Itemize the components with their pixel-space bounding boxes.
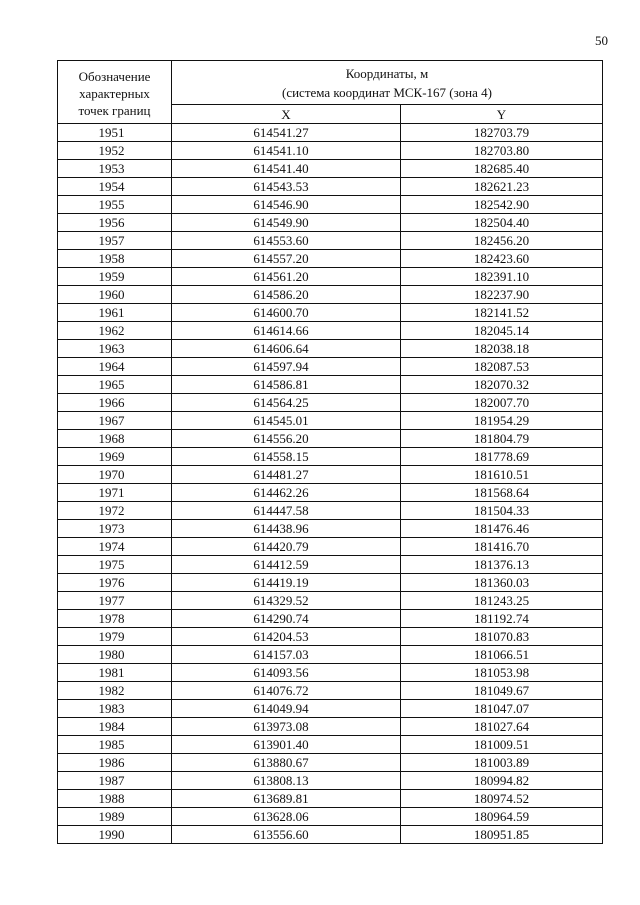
y-cell: 181568.64 — [401, 484, 603, 502]
x-cell: 614561.20 — [172, 268, 401, 286]
x-cell: 614412.59 — [172, 556, 401, 574]
table-row — [58, 826, 603, 844]
table-row — [58, 214, 603, 232]
x-cell: 614558.15 — [172, 448, 401, 466]
x-cell: 614541.10 — [172, 142, 401, 160]
y-cell: 182504.40 — [401, 214, 603, 232]
x-cell: 614204.53 — [172, 628, 401, 646]
x-cell: 614614.66 — [172, 322, 401, 340]
table-header — [58, 61, 603, 124]
y-cell: 182070.32 — [401, 376, 603, 394]
point-cell: 1972 — [58, 502, 172, 520]
table-row — [58, 448, 603, 466]
table-row — [58, 664, 603, 682]
point-cell: 1956 — [58, 214, 172, 232]
table-row — [58, 340, 603, 358]
point-cell: 1964 — [58, 358, 172, 376]
table-row — [58, 412, 603, 430]
y-cell: 180951.85 — [401, 826, 603, 844]
x-cell: 614586.20 — [172, 286, 401, 304]
x-cell: 613880.67 — [172, 754, 401, 772]
x-cell: 614329.52 — [172, 592, 401, 610]
x-cell: 614545.01 — [172, 412, 401, 430]
y-cell: 181476.46 — [401, 520, 603, 538]
y-cell: 181053.98 — [401, 664, 603, 682]
table-row — [58, 196, 603, 214]
y-cell: 181416.70 — [401, 538, 603, 556]
y-cell: 181009.51 — [401, 736, 603, 754]
y-cell: 180964.59 — [401, 808, 603, 826]
x-cell: 614553.60 — [172, 232, 401, 250]
y-cell: 182087.53 — [401, 358, 603, 376]
point-cell: 1970 — [58, 466, 172, 484]
y-cell: 180994.82 — [401, 772, 603, 790]
table-row — [58, 250, 603, 268]
y-cell: 181610.51 — [401, 466, 603, 484]
x-cell: 614157.03 — [172, 646, 401, 664]
x-cell: 614549.90 — [172, 214, 401, 232]
point-cell: 1980 — [58, 646, 172, 664]
y-cell: 182038.18 — [401, 340, 603, 358]
table-row — [58, 232, 603, 250]
page-number: 50 — [595, 33, 608, 48]
point-cell: 1987 — [58, 772, 172, 790]
point-cell: 1961 — [58, 304, 172, 322]
y-cell: 181243.25 — [401, 592, 603, 610]
point-cell: 1981 — [58, 664, 172, 682]
table-row — [58, 466, 603, 484]
table-row — [58, 322, 603, 340]
table-row — [58, 286, 603, 304]
x-cell: 613689.81 — [172, 790, 401, 808]
coordinates-table — [57, 60, 603, 844]
x-cell: 614600.70 — [172, 304, 401, 322]
y-cell: 181376.13 — [401, 556, 603, 574]
point-cell: 1975 — [58, 556, 172, 574]
y-cell: 182703.79 — [401, 124, 603, 142]
x-cell: 614564.25 — [172, 394, 401, 412]
table-row — [58, 304, 603, 322]
table-row — [58, 394, 603, 412]
y-cell: 182423.60 — [401, 250, 603, 268]
designation-line: характерных — [79, 85, 150, 101]
point-cell: 1973 — [58, 520, 172, 538]
y-cell: 180974.52 — [401, 790, 603, 808]
table-row — [58, 376, 603, 394]
table-row — [58, 430, 603, 448]
table-row — [58, 160, 603, 178]
designation-line: Обозначение — [78, 68, 151, 84]
x-cell: 614541.40 — [172, 160, 401, 178]
y-cell: 181047.07 — [401, 700, 603, 718]
designation-line: точек границ — [78, 102, 151, 118]
point-cell: 1957 — [58, 232, 172, 250]
point-cell: 1958 — [58, 250, 172, 268]
table-row — [58, 628, 603, 646]
table-row — [58, 808, 603, 826]
y-cell: 182007.70 — [401, 394, 603, 412]
table-row — [58, 484, 603, 502]
point-cell: 1983 — [58, 700, 172, 718]
table-row — [58, 502, 603, 520]
point-cell: 1959 — [58, 268, 172, 286]
coordinates-title: Координаты, м — [345, 65, 429, 81]
x-cell: 614076.72 — [172, 682, 401, 700]
table-row — [58, 268, 603, 286]
point-cell: 1978 — [58, 610, 172, 628]
point-cell: 1969 — [58, 448, 172, 466]
y-cell: 181504.33 — [401, 502, 603, 520]
y-cell: 181192.74 — [401, 610, 603, 628]
table-row — [58, 520, 603, 538]
table-row — [58, 592, 603, 610]
table-row — [58, 178, 603, 196]
y-cell: 182456.20 — [401, 232, 603, 250]
point-cell: 1990 — [58, 826, 172, 844]
y-cell: 182703.80 — [401, 142, 603, 160]
x-cell: 614546.90 — [172, 196, 401, 214]
designation-header — [58, 61, 172, 124]
table-row — [58, 682, 603, 700]
coordinates-header — [172, 61, 603, 105]
y-cell: 181003.89 — [401, 754, 603, 772]
x-cell: 614419.19 — [172, 574, 401, 592]
point-cell: 1974 — [58, 538, 172, 556]
table-row — [58, 124, 603, 142]
point-cell: 1960 — [58, 286, 172, 304]
point-cell: 1952 — [58, 142, 172, 160]
point-cell: 1968 — [58, 430, 172, 448]
point-cell: 1965 — [58, 376, 172, 394]
table-row — [58, 772, 603, 790]
y-cell: 182237.90 — [401, 286, 603, 304]
x-cell: 614606.64 — [172, 340, 401, 358]
table-body — [58, 124, 603, 844]
x-cell: 614541.27 — [172, 124, 401, 142]
x-cell: 614597.94 — [172, 358, 401, 376]
x-cell: 614556.20 — [172, 430, 401, 448]
point-cell: 1971 — [58, 484, 172, 502]
x-cell: 614557.20 — [172, 250, 401, 268]
x-cell: 614420.79 — [172, 538, 401, 556]
x-cell: 614447.58 — [172, 502, 401, 520]
point-cell: 1976 — [58, 574, 172, 592]
point-cell: 1963 — [58, 340, 172, 358]
point-cell: 1951 — [58, 124, 172, 142]
table-row — [58, 736, 603, 754]
point-cell: 1977 — [58, 592, 172, 610]
table-row — [58, 358, 603, 376]
point-cell: 1988 — [58, 790, 172, 808]
table-row — [58, 700, 603, 718]
y-cell: 182542.90 — [401, 196, 603, 214]
x-cell: 613808.13 — [172, 772, 401, 790]
point-cell: 1985 — [58, 736, 172, 754]
point-cell: 1982 — [58, 682, 172, 700]
table-row — [58, 754, 603, 772]
y-cell: 181778.69 — [401, 448, 603, 466]
point-cell: 1989 — [58, 808, 172, 826]
x-cell: 614093.56 — [172, 664, 401, 682]
x-cell: 613628.06 — [172, 808, 401, 826]
table-row — [58, 574, 603, 592]
point-cell: 1986 — [58, 754, 172, 772]
table-row — [58, 556, 603, 574]
point-cell: 1967 — [58, 412, 172, 430]
point-cell: 1953 — [58, 160, 172, 178]
x-cell: 614543.53 — [172, 178, 401, 196]
y-cell: 181804.79 — [401, 430, 603, 448]
point-cell: 1962 — [58, 322, 172, 340]
x-cell: 614586.81 — [172, 376, 401, 394]
y-cell: 181360.03 — [401, 574, 603, 592]
x-cell: 613973.08 — [172, 718, 401, 736]
y-cell: 182045.14 — [401, 322, 603, 340]
point-cell: 1984 — [58, 718, 172, 736]
point-cell: 1979 — [58, 628, 172, 646]
table-row — [58, 610, 603, 628]
y-cell: 181049.67 — [401, 682, 603, 700]
table-row — [58, 790, 603, 808]
y-cell: 182685.40 — [401, 160, 603, 178]
y-cell: 182621.23 — [401, 178, 603, 196]
y-cell: 182391.10 — [401, 268, 603, 286]
y-cell: 181070.83 — [401, 628, 603, 646]
point-cell: 1955 — [58, 196, 172, 214]
x-cell: 613556.60 — [172, 826, 401, 844]
x-cell: 614049.94 — [172, 700, 401, 718]
point-cell: 1966 — [58, 394, 172, 412]
table-row — [58, 142, 603, 160]
point-cell: 1954 — [58, 178, 172, 196]
x-cell: 614462.26 — [172, 484, 401, 502]
table-row — [58, 646, 603, 664]
x-cell: 613901.40 — [172, 736, 401, 754]
y-column-header: Y — [401, 105, 603, 124]
coordinate-system: (система координат МСК-167 (зона 4) — [282, 84, 492, 100]
x-cell: 614481.27 — [172, 466, 401, 484]
x-cell: 614290.74 — [172, 610, 401, 628]
table-row — [58, 718, 603, 736]
table-row — [58, 538, 603, 556]
x-cell: 614438.96 — [172, 520, 401, 538]
y-cell: 181027.64 — [401, 718, 603, 736]
y-cell: 182141.52 — [401, 304, 603, 322]
y-cell: 181954.29 — [401, 412, 603, 430]
x-column-header: X — [172, 105, 401, 124]
y-cell: 181066.51 — [401, 646, 603, 664]
